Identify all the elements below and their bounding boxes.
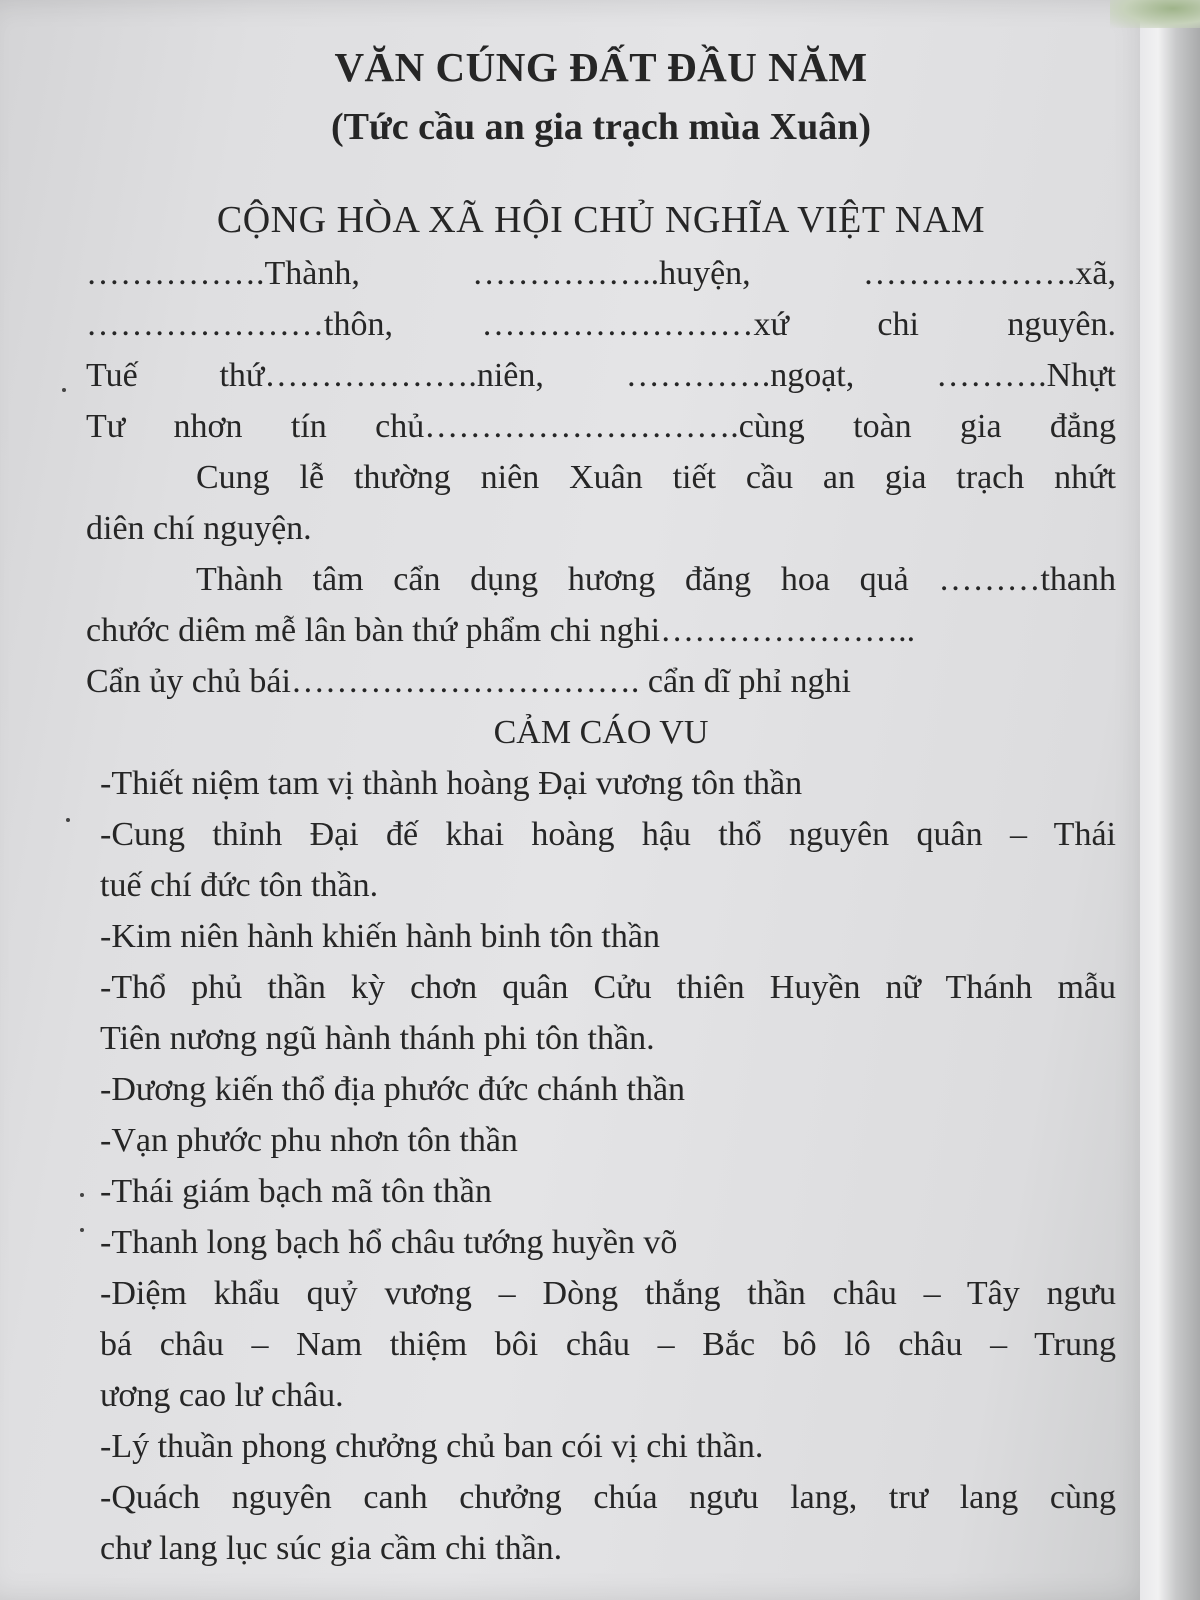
invocation-line: -Quách nguyên canh chưởng chúa ngưu lang, trư lang cùng <box>100 1479 1116 1516</box>
invocation-line: -Kim niên hành khiến hành binh tôn thần <box>100 918 660 955</box>
invocation-line: -Vạn phước phu nhơn tôn thần <box>100 1122 518 1159</box>
header-line: Tư nhơn tín chủ……………………….cùng toàn gia đẳng <box>86 408 1116 445</box>
invocation-line: Tiên nương ngũ hành thánh phi tôn thần. <box>100 1020 655 1057</box>
paragraph-line: chước diêm mễ lân bàn thứ phẩm chi nghi………………….. <box>86 612 916 649</box>
document-title: VĂN CÚNG ĐẤT ĐẦU NĂM <box>334 44 868 90</box>
invocation-line: tuế chí đức tôn thần. <box>100 867 379 904</box>
paragraph-line: Thành tâm cẩn dụng hương đăng hoa quả ………thanh <box>196 561 1116 598</box>
invocation-list <box>86 758 1116 1574</box>
header-line: Tuế thứ……………….niên, ………….ngoạt, ……….Nhựt <box>86 357 1116 394</box>
invocation-line: ương cao lư châu. <box>100 1377 344 1414</box>
paragraph-line: Cẩn ủy chủ bái…………………………. cẩn dĩ phỉ nghi <box>86 663 851 700</box>
invocation-line: bá châu – Nam thiệm bôi châu – Bắc bô lô châu – Trung <box>100 1326 1116 1363</box>
book-page-edge <box>1140 0 1200 1600</box>
invocation-line: -Lý thuần phong chưởng chủ ban cói vị chi thần. <box>100 1428 764 1465</box>
speck <box>80 1228 84 1232</box>
invocation-line: -Cung thỉnh Đại đế khai hoàng hậu thổ nguyên quân – Thái <box>100 816 1116 853</box>
invocation-line: -Thổ phủ thần kỳ chơn quân Cửu thiên Huyền nữ Thánh mẫu <box>100 969 1116 1006</box>
document-body <box>86 36 1116 1574</box>
speck <box>80 1193 84 1197</box>
invocation-line: -Dương kiến thổ địa phước đức chánh thần <box>100 1071 686 1108</box>
speck <box>62 388 66 392</box>
header-line: …………….Thành, ……………..huyện, ……………….xã, <box>86 255 1116 292</box>
paragraph-line: diên chí nguyện. <box>86 510 312 547</box>
header-line: …………………thôn, ……………………xứ chi nguyên. <box>86 306 1116 343</box>
document-subtitle: (Tức cầu an gia trạch mùa Xuân) <box>330 106 872 148</box>
speck <box>66 818 70 822</box>
invocation-line: chư lang lục súc gia cầm chi thần. <box>100 1530 563 1567</box>
leaf-corner <box>1110 0 1200 28</box>
invocation-line: -Diệm khẩu quỷ vương – Dòng thắng thần châu – Tây ngưu <box>100 1275 1116 1312</box>
invocation-line: -Thanh long bạch hổ châu tướng huyền võ <box>100 1224 678 1261</box>
section-heading: CẢM CÁO VU <box>493 714 709 751</box>
invocation-line: -Thiết niệm tam vị thành hoàng Đại vương tôn thần <box>100 765 803 802</box>
paragraph-line: Cung lễ thường niên Xuân tiết cầu an gia trạch nhứt <box>196 459 1116 496</box>
national-heading: CỘNG HÒA XÃ HỘI CHỦ NGHĨA VIỆT NAM <box>216 199 986 241</box>
invocation-line: -Thái giám bạch mã tôn thần <box>100 1173 492 1210</box>
